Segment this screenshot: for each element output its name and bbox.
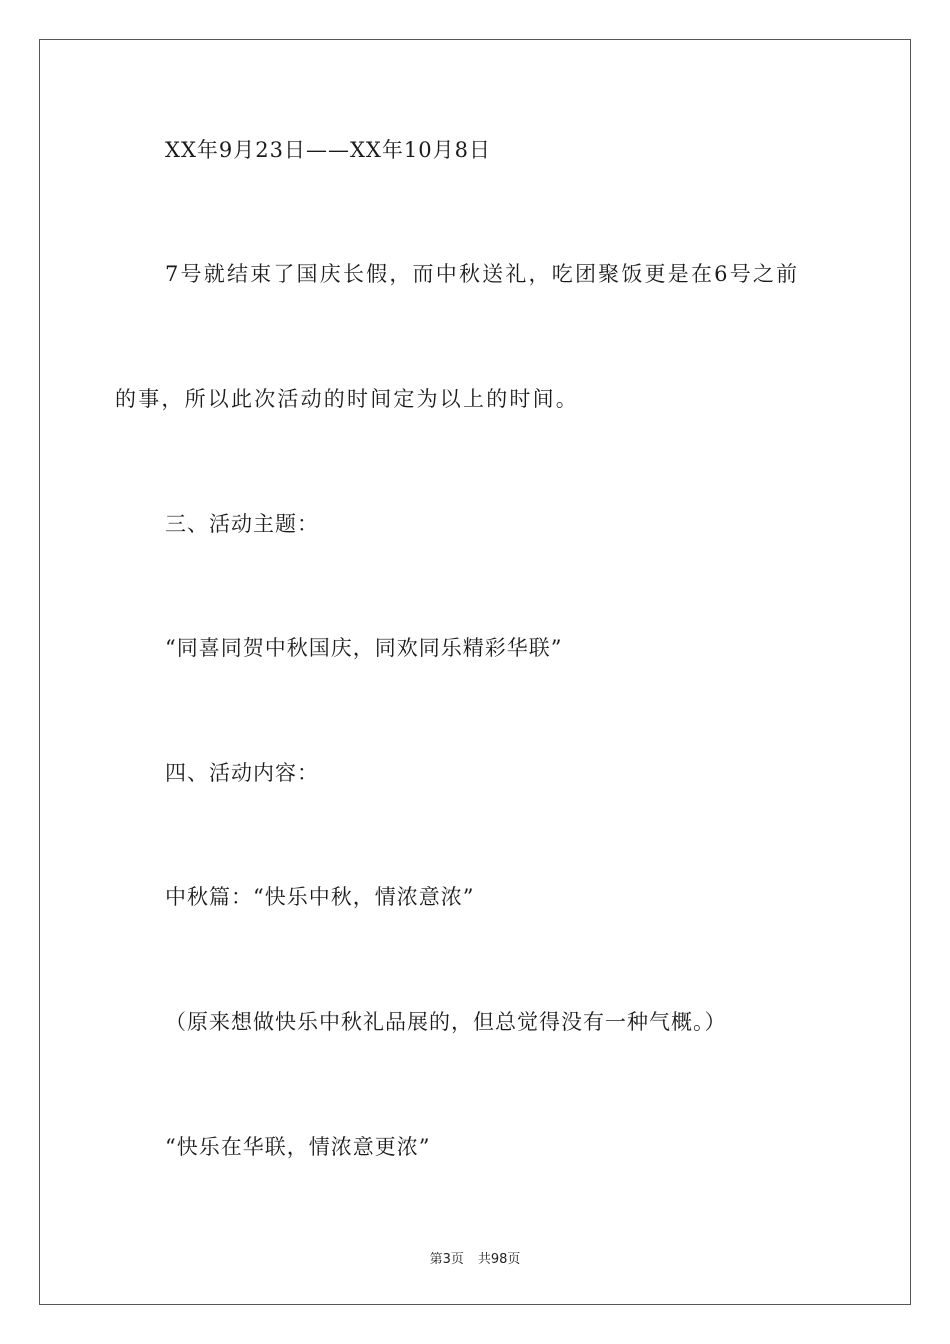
mid-autumn-slogan: “快乐在华联，情浓意更浓” <box>165 1135 431 1159</box>
date-range-line: XX年9月23日——XX年10月8日 <box>165 138 491 162</box>
mid-autumn-chapter-title: 中秋篇：“快乐中秋，情浓意浓” <box>165 885 475 909</box>
section-heading-theme: 三、活动主题： <box>165 512 319 536</box>
theme-slogan: “同喜同贺中秋国庆，同欢同乐精彩华联” <box>165 636 563 660</box>
paragraph-holiday-note-continued: 的事，所以此次活动的时间定为以上的时间。 <box>115 387 579 411</box>
page-footer <box>0 1248 950 1267</box>
paragraph-holiday-note: 7号就结束了国庆长假，而中秋送礼，吃团聚饭更是在6号之前 <box>165 262 800 286</box>
page-total: 共98页 <box>477 1252 521 1267</box>
page-number: 第3页 <box>429 1252 464 1267</box>
section-heading-content: 四、活动内容： <box>165 761 319 785</box>
parenthetical-note: （原来想做快乐中秋礼品展的，但总觉得没有一种气概。） <box>165 1010 727 1034</box>
page-frame <box>39 39 911 1305</box>
